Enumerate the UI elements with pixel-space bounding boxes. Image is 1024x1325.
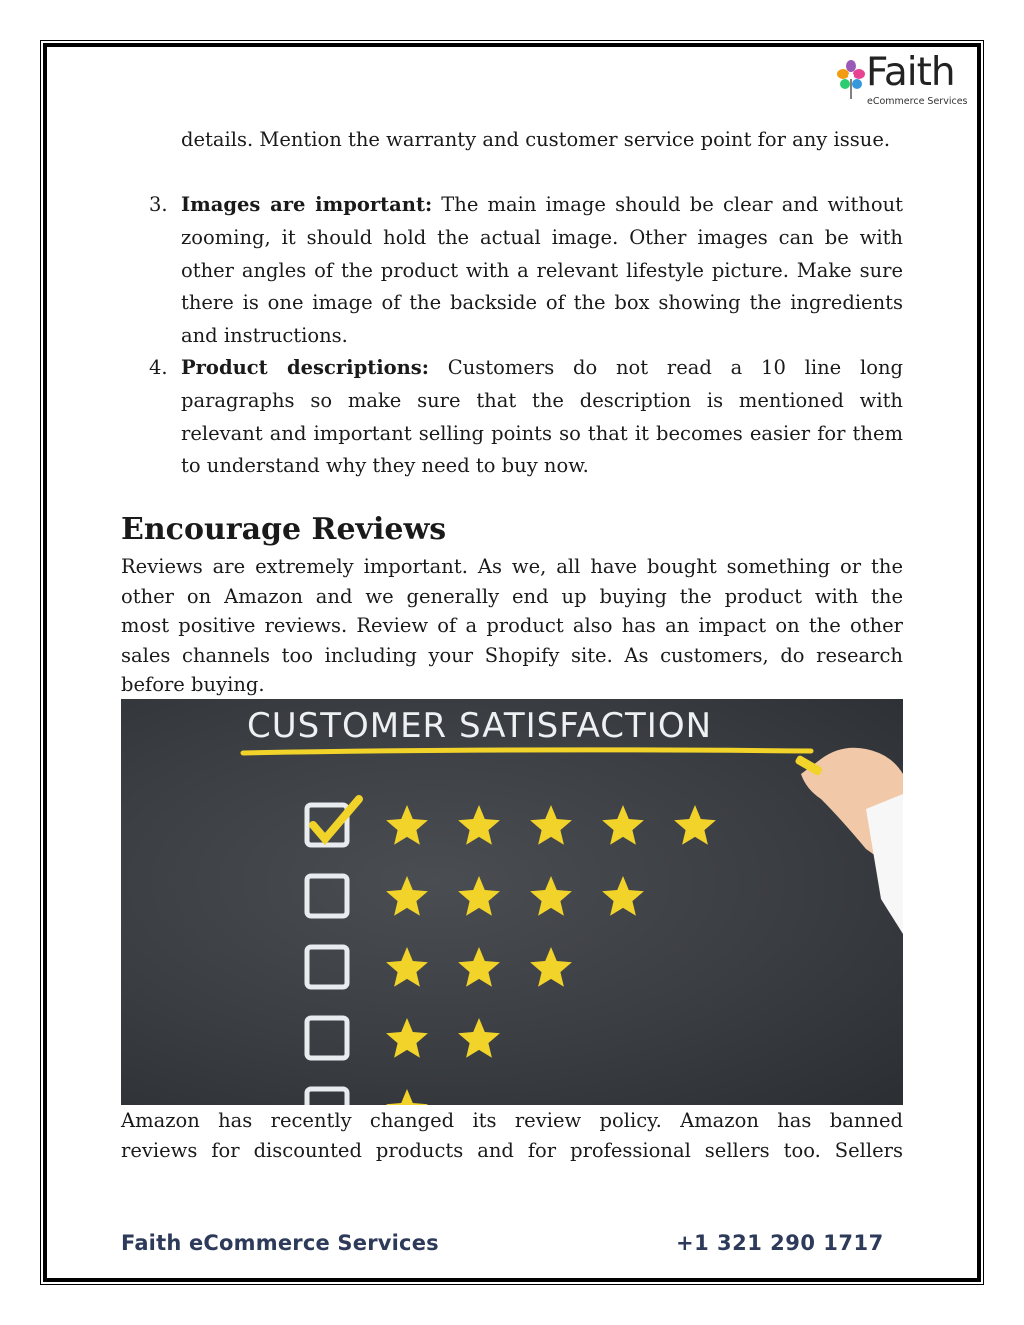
paragraph-line: most positive reviews. Review of a product also has an impact on the other — [121, 614, 903, 638]
list-item-text: Customers do not read a 10 line long paragraphs so make sure that the description is mentioned with relevant and important selling points so that it becomes easier for them to understand why they need to buy now. — [181, 356, 903, 478]
customer-satisfaction-image — [121, 699, 903, 1105]
star-icon — [386, 947, 428, 987]
checkbox-icon — [307, 1089, 347, 1105]
list-item-descriptions — [181, 352, 903, 483]
star-icon — [530, 876, 572, 916]
star-icon — [602, 805, 644, 845]
star-icon — [386, 1018, 428, 1058]
paragraph-line: reviews for discounted products and for professional sellers too. Sellers — [121, 1138, 903, 1162]
paragraph-line: sales channels too including your Shopify site. As customers, do research — [121, 643, 903, 667]
section-paragraph — [121, 552, 903, 700]
list-item-text: The main image should be clear and without zooming, it should hold the actual image. Other images can be with other angles of the product with a relevant lifestyle picture. Make sure there is one image of the backside of the box showing the ingredients and instructions. — [181, 193, 903, 348]
list-item-title: Images are important: — [181, 193, 433, 216]
faith-logo — [836, 50, 976, 108]
yellow-underline — [243, 750, 811, 753]
section-heading: Encourage Reviews — [121, 512, 447, 547]
paragraph-line: before buying. — [121, 673, 265, 697]
footer-company: Faith eCommerce Services — [121, 1231, 439, 1255]
checkbox-icon — [307, 947, 347, 987]
star-icon — [386, 805, 428, 845]
logo-tagline: eCommerce Services — [867, 96, 968, 107]
star-icon — [602, 876, 644, 916]
star-icon — [386, 1089, 428, 1105]
star-icon — [458, 876, 500, 916]
star-icon — [458, 1018, 500, 1058]
star-icon — [530, 805, 572, 845]
after-image-paragraph — [121, 1106, 903, 1165]
checkbox-icon — [307, 1018, 347, 1058]
paragraph-line: Reviews are extremely important. As we, all have bought something or the — [121, 555, 903, 578]
list-item-images — [181, 189, 903, 353]
star-icon — [530, 947, 572, 987]
flower-logo-icon — [836, 59, 866, 101]
footer-phone: +1 321 290 1717 — [676, 1231, 884, 1255]
star-icon — [674, 805, 716, 845]
list-continuation: details. Mention the warranty and customer service point for any issue. — [181, 128, 891, 151]
paragraph-line: other on Amazon and we generally end up buying the product with the — [121, 584, 903, 608]
list-item-title: Product descriptions: — [181, 356, 429, 379]
paragraph-line: Amazon has recently changed its review policy. Amazon has banned — [121, 1109, 903, 1132]
chalkboard-illustration — [121, 699, 903, 1105]
checkbox-icon — [307, 876, 347, 916]
hand-icon — [794, 748, 903, 934]
star-icon — [458, 805, 500, 845]
list-item-number: 3. — [149, 193, 168, 216]
star-icon — [386, 876, 428, 916]
chalkboard-title: CUSTOMER SATISFACTION — [247, 706, 713, 746]
star-icon — [458, 947, 500, 987]
list-item-number: 4. — [149, 356, 168, 379]
logo-wordmark: Faith — [866, 50, 955, 95]
